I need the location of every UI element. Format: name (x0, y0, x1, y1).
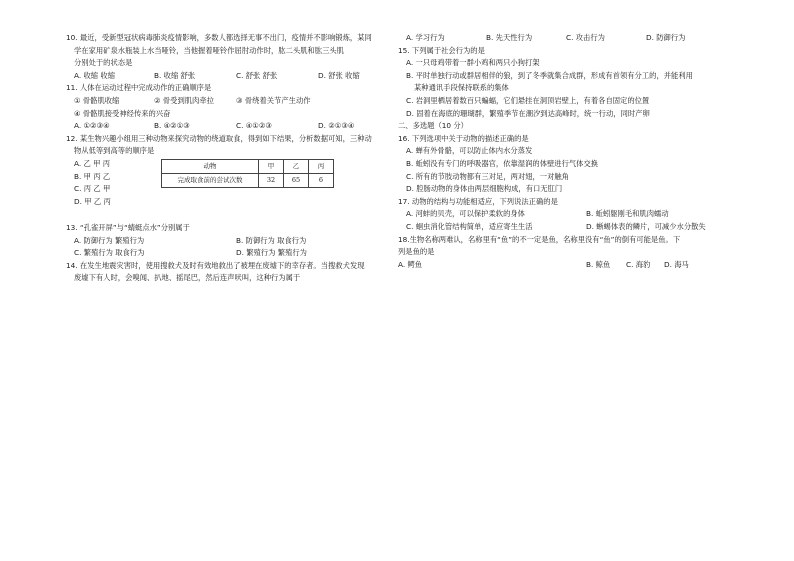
header-cell: 丙 (309, 159, 334, 173)
option-d[interactable]: D. 繁殖行为 繁殖行为 (236, 248, 307, 258)
option-c[interactable]: C. 繁殖行为 取食行为 (74, 248, 145, 258)
question-text: 学在家用矿泉水瓶装上水当哑铃，当他握着哑铃作屈肘动作时，肱二头肌和肱三头肌 (74, 45, 344, 55)
item-2: ② 骨受到肌肉牵拉 (154, 95, 214, 105)
option-b[interactable]: B. 平时单独行动或群居相伴的狼，到了冬季就集合成群，形成有首领有分工的，并能利用 (406, 70, 693, 80)
question-text: 分别处于的状态是 (74, 58, 133, 68)
options-row (66, 247, 396, 260)
options-list (74, 158, 111, 208)
item-3: ③ 骨绕着关节产生动作 (236, 95, 311, 105)
option-c[interactable]: C. 所有的节肢动物都有三对足，两对翅，一对触角 (406, 171, 569, 181)
option-a[interactable]: A. 乙 甲 丙 (74, 158, 111, 168)
question-text: 14. 在发生地震灾害时，使用搜救犬及时有效地救出了被埋在废墟下的幸存者。当搜救犬发现 (66, 260, 365, 270)
option-d[interactable]: D. 舒张 收缩 (318, 70, 360, 80)
table-cell: 65 (284, 173, 309, 187)
option-a[interactable]: A. 防御行为 繁殖行为 (74, 235, 145, 245)
question-13 (66, 222, 396, 260)
question-12 (66, 133, 396, 222)
option-c[interactable]: C. 蛔虫消化管结构简单，适应寄生生活 (406, 221, 533, 231)
option-c[interactable]: C. 丙 乙 甲 (74, 184, 111, 194)
option-d[interactable]: D. 海马 (664, 259, 689, 269)
options-row (398, 221, 738, 234)
table-cell: 6 (309, 173, 334, 187)
table-cell: 完成取食前的尝试次数 (162, 173, 259, 187)
option-d[interactable]: D. 防御行为 (646, 33, 686, 42)
question-14 (66, 260, 396, 285)
question-text: 10. 最近，受新型冠状病毒肺炎疫情影响，多数人都选择无事不出门，疫情并不影响锻炼，某同 (66, 33, 372, 42)
option-b[interactable]: B. 先天性行为 (486, 33, 533, 42)
item-4: ④ 骨骼肌接受神经传来的兴奋 (74, 108, 171, 118)
option-b-continued: 某种通讯手段保持联系的集体 (414, 83, 509, 93)
question-text: 物从低等到高等的顺序是 (74, 146, 155, 156)
option-c[interactable]: C. ④①②③ (236, 121, 272, 131)
options-row (66, 120, 396, 133)
option-a[interactable]: A. ①②③④ (74, 121, 110, 131)
section-heading: 二、多选题（10 分） (398, 121, 468, 131)
option-b[interactable]: B. 防御行为 取食行为 (236, 235, 307, 245)
table-cell: 32 (259, 173, 284, 187)
question-16 (398, 133, 738, 196)
table-row (162, 173, 334, 187)
question-text: 13. “孔雀开屏”与“蜻蜓点水”分别属于 (66, 222, 190, 232)
question-text: 废墟下有人时，会嗅闻、扒地、摇尾巴，然后连声吠叫，这种行为属于 (74, 273, 301, 283)
option-a[interactable]: A. 收缩 收缩 (74, 70, 116, 80)
question-text: 15. 下列属于社会行为的是 (398, 45, 485, 55)
q14-options-row (398, 32, 738, 45)
option-c[interactable]: C. 攻击行为 (566, 33, 605, 42)
header-cell: 动物 (162, 159, 259, 173)
left-column (66, 32, 396, 285)
option-b[interactable]: B. 甲 丙 乙 (74, 171, 111, 181)
option-a[interactable]: A. 一只母鸡带着一群小鸡和两只小狗打架 (406, 58, 540, 68)
option-a[interactable]: A. 鳄鱼 (398, 259, 423, 269)
option-a[interactable]: A. 河蚌的贝壳，可以保护柔软的身体 (406, 209, 525, 219)
options-row (66, 70, 396, 83)
question-text: 12. 某生物兴趣小组用三种动物来探究动物的绕道取食，得到如下结果，分析数据可知，三种动 (66, 133, 372, 143)
data-table (161, 159, 334, 188)
right-column (398, 32, 738, 271)
options-row (66, 235, 396, 248)
table-header-row (162, 159, 334, 173)
question-text: 17. 动物的结构与功能相适应，下列说法正确的是 (398, 196, 558, 206)
option-d[interactable]: D. 甲 乙 丙 (74, 196, 111, 206)
option-b[interactable]: B. 蚯蚓躯刚毛和肌肉蠕动 (586, 209, 669, 219)
question-17 (398, 196, 738, 234)
question-18 (398, 234, 738, 272)
option-c[interactable]: C. 岩洞里栖居着数百只蝙蝠，它们悬挂在洞顶岩壁上，有着各自固定的位置 (406, 95, 650, 105)
q12-body (66, 158, 396, 222)
options-row (398, 208, 738, 221)
question-text: 列是鱼的是 (398, 247, 435, 257)
option-d[interactable]: D. 蜥蜴体表的鳞片，可减少水分散失 (586, 221, 706, 231)
option-d[interactable]: D. ②①③④ (318, 121, 355, 131)
option-b[interactable]: B. 鲸鱼 (586, 259, 611, 269)
question-text: 11. 人体在运动过程中完成动作的正确顺序是 (66, 83, 212, 93)
option-d[interactable]: D. 腔肠动物的身体由两层细胞构成，有口无肛门 (406, 184, 563, 194)
option-a[interactable]: A. 蝉有外骨骼，可以防止体内水分蒸发 (406, 146, 533, 156)
question-15 (398, 45, 738, 121)
question-text: 18.生物名称两难认，名称里有“鱼”的不一定是鱼，名称里没有“鱼”的倒有可能是鱼。下 (398, 234, 681, 244)
options-row (398, 259, 738, 272)
header-cell: 乙 (284, 159, 309, 173)
option-c[interactable]: C. 舒张 舒张 (236, 70, 278, 80)
header-cell: 甲 (259, 159, 284, 173)
option-a[interactable]: A. 学习行为 (406, 33, 445, 42)
option-b[interactable]: B. 蚯蚓没有专门的呼吸器官，依靠湿润的体壁进行气体交换 (406, 158, 599, 168)
question-text: 16. 下列选项中关于动物的描述正确的是 (398, 133, 529, 143)
option-b[interactable]: B. 收缩 舒张 (154, 70, 196, 80)
option-d[interactable]: D. 固着在海底的珊瑚群，繁殖季节在潮汐到达高峰时，统一行动，同时产卵 (406, 108, 650, 118)
item-1: ① 骨骼肌收缩 (74, 95, 120, 105)
question-10 (66, 32, 396, 82)
option-b[interactable]: B. ④②①③ (154, 121, 190, 131)
items-row (66, 95, 396, 108)
option-c[interactable]: C. 海豹 (626, 259, 651, 269)
question-11 (66, 82, 396, 132)
